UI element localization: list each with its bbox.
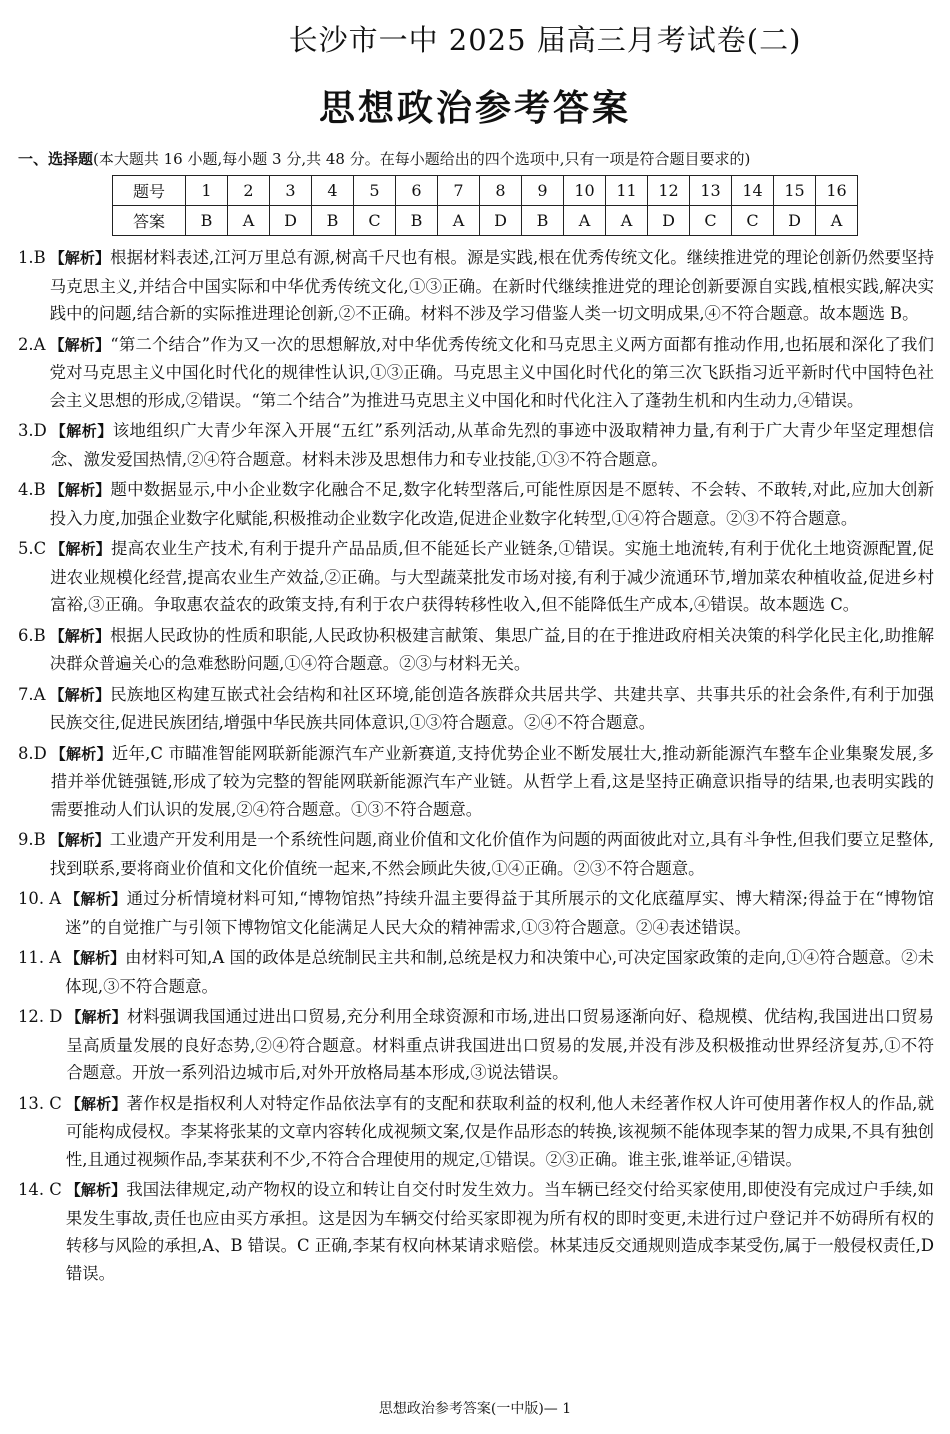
item-body bbox=[50, 476, 934, 532]
item-body bbox=[65, 885, 934, 941]
answer-cell: D bbox=[648, 206, 690, 236]
explanation-item bbox=[18, 244, 934, 328]
item-text: 民族地区构建互嵌式社会结构和社区环境,能创造各族群众共居共学、共建共享、共事共乐的社会条件,有利于加强民族交往,促进民族团结,增强中华民族共同体意识,①③符合题意。②④不符合题意。 bbox=[49, 684, 934, 732]
item-text: “第二个结合”作为又一次的思想解放,对中华优秀传统文化和马克思主义两方面都有推动作用,也拓展和深化了我们党对马克思主义中国化时代化的规律性认识,①③正确。马克思主义中国化时代化的第三次飞跃指习近平新时代中国特色社会主义思想的形成,②错误。“第二个结合”为推进马克思主义中国化和时代化注入了蓬勃生机和内生动力,④错误。 bbox=[49, 334, 934, 410]
item-body bbox=[49, 331, 934, 415]
page-title: 思想政治参考答案 bbox=[318, 88, 631, 129]
explanation-item bbox=[18, 1003, 934, 1087]
question-number: 10 bbox=[564, 176, 606, 206]
answer-cell: C bbox=[732, 206, 774, 236]
analysis-tag: 【解析】 bbox=[65, 949, 126, 967]
item-body bbox=[51, 417, 934, 473]
explanation-item bbox=[18, 476, 934, 532]
question-number: 12 bbox=[648, 176, 690, 206]
item-body bbox=[50, 622, 934, 678]
explanation-item bbox=[18, 1090, 934, 1174]
item-number: 8.D bbox=[18, 743, 47, 763]
answer-cell: C bbox=[690, 206, 732, 236]
question-number: 9 bbox=[522, 176, 564, 206]
item-text: 提高农业生产技术,有利于提升产品品质,但不能延长产业链条,①错误。实施土地流转,有利于优化土地资源配置,促进农业规模化经营,提高农业生产效益,②正确。与大型蔬菜批发市场对接,有利于减少流通环节,增加菜农种植收益,促进乡村富裕,③正确。争取惠农益农的政策支持,有利于农户获得转移性收入,但不能降低生产成本,④错误。故本题选 C。 bbox=[50, 539, 934, 614]
question-number: 2 bbox=[228, 176, 270, 206]
explanation-item bbox=[18, 944, 934, 1000]
item-number: 7.A bbox=[18, 684, 46, 704]
item-body bbox=[66, 1003, 934, 1087]
question-number: 16 bbox=[816, 176, 858, 206]
item-number: 14. C bbox=[18, 1180, 62, 1199]
item-text: 题中数据显示,中小企业数字化融合不足,数字化转型落后,可能性原因是不愿转、不会转、不敢转,对此,应加大创新投入力度,加强企业数字化赋能,积极推动企业数字化改造,促进企业数字化转型,①④符合题意。②③不符合题意。 bbox=[49, 480, 934, 528]
exam-title: 长沙市一中 2025 届高三月考试卷(二) bbox=[288, 23, 802, 57]
item-number: 4.B bbox=[18, 480, 46, 499]
answer-cell: D bbox=[270, 206, 312, 236]
item-text: 我国法律规定,动产物权的设立和转让自交付时发生效力。当车辆已经交付给买家使用,即使没有完成过户手续,如果发生事故,责任也应由买方承担。这是因为车辆交付给买家即视为所有权的即时变更,未进行过户登记并不妨碍所有权的转移与风险的承担,A、B 错误。C 正确,李某有权向林某请求赔偿。林某违反交通规则造成李某受伤,属于一般侵权责任,D 错误。 bbox=[65, 1180, 934, 1283]
explanation-item bbox=[18, 826, 934, 882]
question-number: 6 bbox=[396, 176, 438, 206]
answer-cell: C bbox=[354, 206, 396, 236]
explanation-item bbox=[18, 622, 934, 678]
item-text: 通过分析情境材料可知,“博物馆热”持续升温主要得益于其所展示的文化底蕴厚实、博大精深;得益于在“博物馆迷”的自觉推广与引领下博物馆文化能满足人民大众的精神需求,①③符合题意。②④表述错误。 bbox=[65, 889, 934, 937]
question-number: 13 bbox=[690, 176, 732, 206]
answer-cell: A bbox=[606, 206, 648, 236]
item-text: 近年,C 市瞄准智能网联新能源汽车产业新赛道,支持优势企业不断发展壮大,推动新能源汽车整车企业集聚发展,多措并举优链强链,形成了较为完整的智能网联新能源汽车产业链。从哲学上看,这是坚持正确意识指导的结果,也表明实践的需要推动人们认识的发展,②④符合题意。①③不符合题意。 bbox=[50, 743, 934, 819]
section-note: (本大题共 16 小题,每小题 3 分,共 48 分。在每小题给出的四个选项中,只有一项是符合题目要求的) bbox=[93, 150, 751, 168]
analysis-tag: 【解析】 bbox=[50, 744, 112, 763]
question-number: 7 bbox=[438, 176, 480, 206]
question-number: 5 bbox=[354, 176, 396, 206]
item-text: 著作权是指权利人对特定作品依法享有的支配和获取利益的权利,他人未经著作权人许可使用著作权人的作品,就可能构成侵权。李某将张某的文章内容转化成视频文案,仅是作品形态的转换,该视频不能体现李某的智力成果,不具有独创性,且通过视频作品,李某获利不少,不符合合理使用的规定,①错误。②③正确。谁主张,谁举证,④错误。 bbox=[65, 1093, 934, 1169]
question-number: 14 bbox=[732, 176, 774, 206]
item-body bbox=[50, 535, 934, 619]
row-label-answer: 答案 bbox=[113, 206, 186, 236]
analysis-tag: 【解析】 bbox=[49, 685, 111, 704]
item-text: 材料强调我国通过进出口贸易,充分利用全球资源和市场,进出口贸易逐渐向好、稳规模、优结构,我国进出口贸易呈高质量发展的良好态势,②④符合题意。材料重点讲我国进出口贸易的发展,并没有涉及积极推动世界经济复苏,①不符合题意。开放一系列沿边城市后,对外开放格局基本形成,③说法错误。 bbox=[66, 1007, 934, 1082]
analysis-tag: 【解析】 bbox=[50, 540, 111, 558]
item-number: 5.C bbox=[18, 539, 47, 558]
answer-cell: A bbox=[228, 206, 270, 236]
item-body bbox=[50, 826, 934, 882]
analysis-tag: 【解析】 bbox=[65, 890, 127, 908]
answer-table bbox=[112, 175, 858, 236]
analysis-tag: 【解析】 bbox=[49, 831, 110, 849]
item-text: 根据人民政协的性质和职能,人民政协积极建言献策、集思广益,目的在于推进政府相关决策的科学化民主化,助推解决群众普遍关心的急难愁盼问题,①④符合题意。②③与材料无关。 bbox=[49, 625, 934, 673]
analysis-tag: 【解析】 bbox=[49, 481, 111, 499]
answer-cell: B bbox=[186, 206, 228, 236]
item-number: 1.B bbox=[18, 248, 46, 267]
explanation-item bbox=[18, 535, 934, 619]
answer-cell: A bbox=[564, 206, 606, 236]
section-label: 一、选择题 bbox=[18, 150, 94, 168]
analysis-tag: 【解析】 bbox=[49, 626, 111, 645]
item-number: 9.B bbox=[18, 830, 46, 849]
page-footer: 思想政治参考答案(一中版)— 1 bbox=[378, 1401, 572, 1417]
question-number: 3 bbox=[270, 176, 312, 206]
question-number: 11 bbox=[606, 176, 648, 206]
question-number: 15 bbox=[774, 176, 816, 206]
item-text: 由材料可知,A 国的政体是总统制民主共和制,总统是权力和决策中心,可决定国家政策的走向,①④符合题意。②未体现,③不符合题意。 bbox=[65, 948, 934, 996]
section-heading bbox=[18, 148, 750, 169]
answer-cell: B bbox=[312, 206, 354, 236]
question-number: 8 bbox=[480, 176, 522, 206]
explanation-item bbox=[18, 331, 934, 415]
question-number: 1 bbox=[186, 176, 228, 206]
answer-cell: B bbox=[396, 206, 438, 236]
answer-cell: D bbox=[774, 206, 816, 236]
item-body bbox=[66, 1090, 934, 1174]
question-number-row bbox=[113, 176, 858, 206]
analysis-tag: 【解析】 bbox=[49, 335, 111, 354]
question-number: 4 bbox=[312, 176, 354, 206]
explanation-list bbox=[18, 244, 934, 1290]
item-body bbox=[65, 944, 934, 1000]
item-text: 工业遗产开发利用是一个系统性问题,商业价值和文化价值作为问题的两面彼此对立,具有斗争性,但我们要立足整体,找到联系,要将商业价值和文化价值统一起来,不然会顾此失彼,①④正确。②③不符合题意。 bbox=[49, 830, 934, 878]
analysis-tag: 【解析】 bbox=[50, 422, 113, 440]
item-body bbox=[66, 1176, 934, 1287]
explanation-item bbox=[18, 681, 934, 737]
answer-cell: A bbox=[438, 206, 480, 236]
analysis-tag: 【解析】 bbox=[65, 1181, 127, 1199]
explanation-item bbox=[18, 417, 934, 473]
item-body bbox=[49, 681, 934, 737]
item-number: 3.D bbox=[18, 421, 47, 440]
row-label-number: 题号 bbox=[113, 176, 186, 206]
explanation-item bbox=[18, 740, 934, 824]
item-body bbox=[50, 244, 934, 328]
item-number: 12. D bbox=[18, 1007, 63, 1026]
answer-row bbox=[113, 206, 858, 236]
item-number: 6.B bbox=[18, 625, 46, 645]
item-number: 2.A bbox=[18, 334, 46, 354]
item-text: 该地组织广大青少年深入开展“五红”系列活动,从革命先烈的事迹中汲取精神力量,有利于广大青少年坚定理想信念、激发爱国热情,②④符合题意。材料未涉及思想伟力和专业技能,①③不符合题意。 bbox=[50, 421, 934, 469]
analysis-tag: 【解析】 bbox=[65, 1094, 127, 1113]
answer-cell: D bbox=[480, 206, 522, 236]
item-number: 10. A bbox=[18, 889, 62, 908]
explanation-item bbox=[18, 885, 934, 941]
item-number: 11. A bbox=[18, 948, 62, 967]
item-text: 根据材料表述,江河万里总有源,树高千尺也有根。源是实践,根在优秀传统文化。继续推进党的理论创新仍然要坚持马克思主义,并结合中国实际和中华优秀传统文化,①③正确。在新时代继续推进党的理论创新要源自实践,植根实践,解决实践中的问题,结合新的实际推进理论创新,②不正确。材料不涉及学习借鉴人类一切文明成果,④不符合题意。故本题选 B。 bbox=[49, 248, 934, 323]
answer-cell: B bbox=[522, 206, 564, 236]
analysis-tag: 【解析】 bbox=[66, 1008, 127, 1026]
explanation-item bbox=[18, 1176, 934, 1287]
item-number: 13. C bbox=[18, 1093, 62, 1113]
answer-cell: A bbox=[816, 206, 858, 236]
analysis-tag: 【解析】 bbox=[49, 249, 111, 267]
item-body bbox=[51, 740, 934, 824]
